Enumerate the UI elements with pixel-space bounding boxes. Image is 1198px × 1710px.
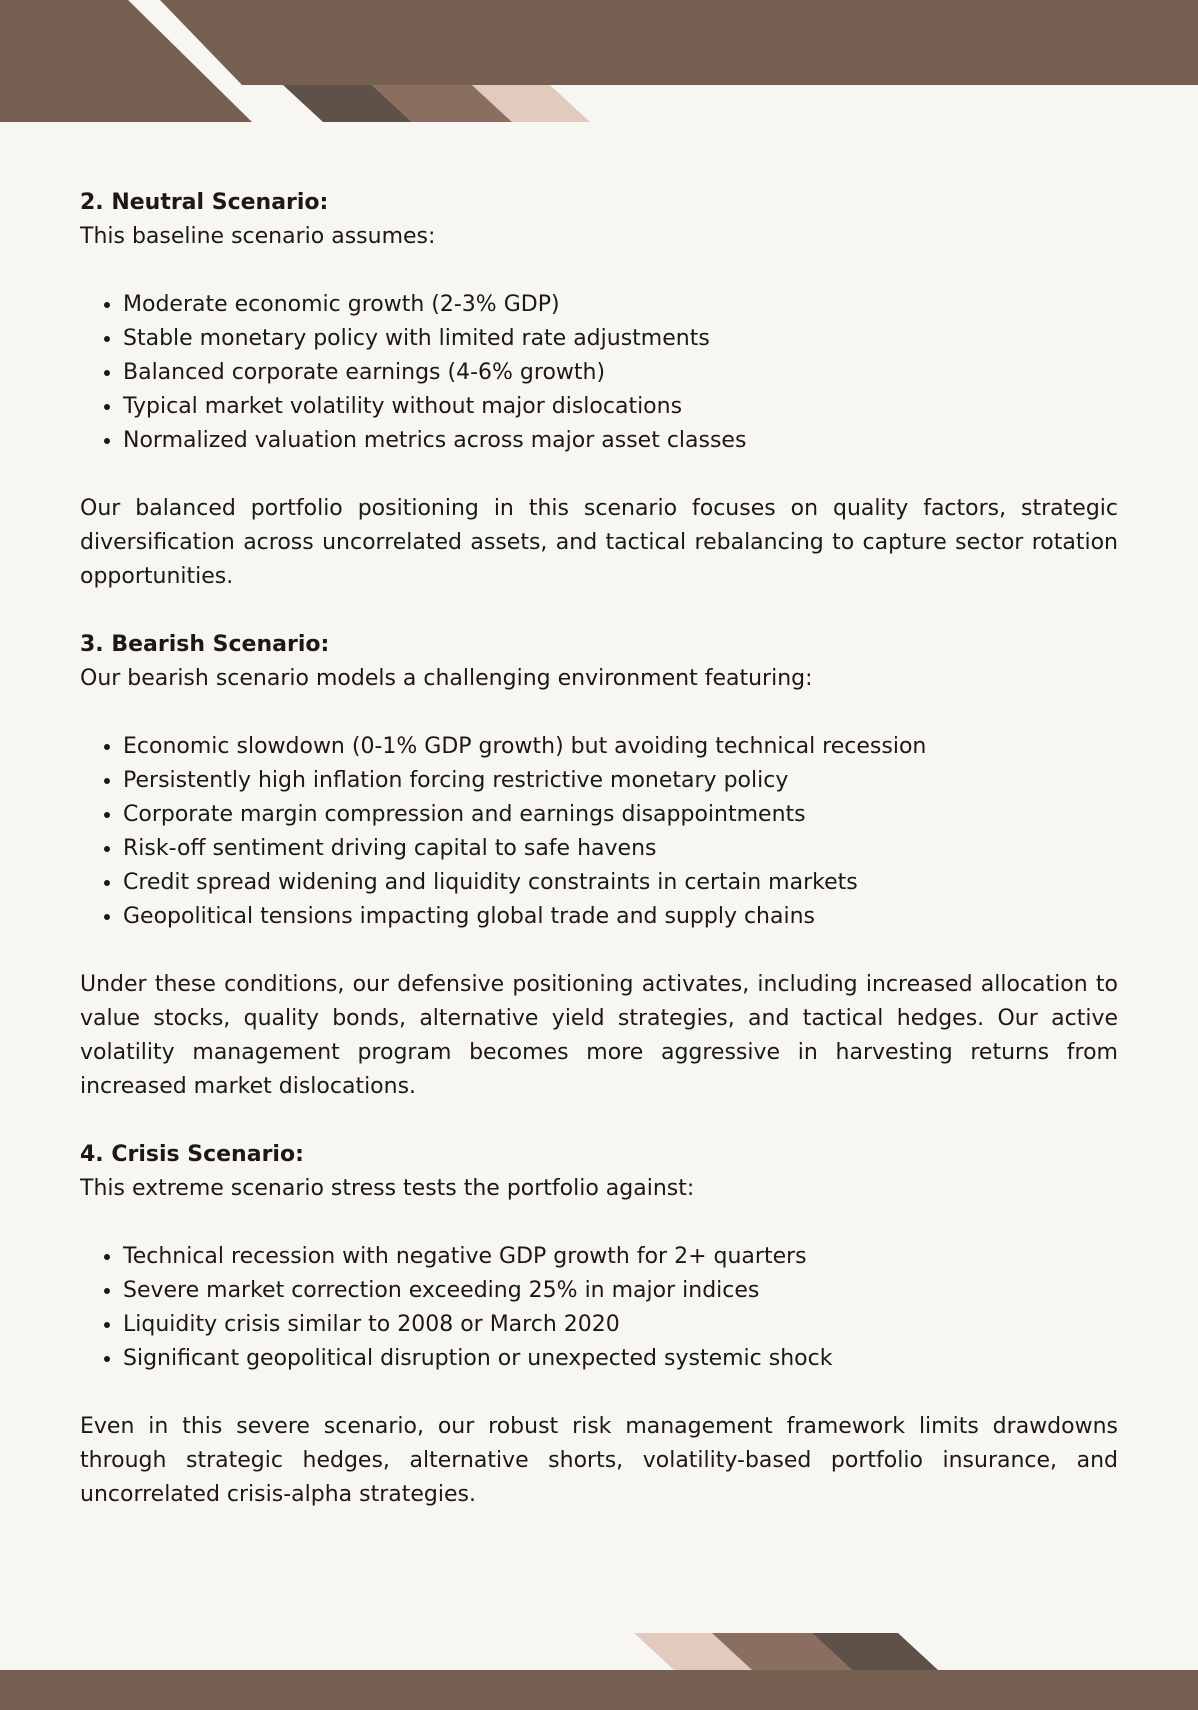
list-item: • Normalized valuation metrics across major asset classes <box>123 424 1118 458</box>
footer-stripe-mid <box>712 1633 852 1670</box>
section-intro: This baseline scenario assumes: <box>80 224 436 249</box>
list-item: • Moderate economic growth (2-3% GDP) <box>123 288 1118 322</box>
section-paragraph: Our balanced portfolio positioning in this scenario focuses on quality factors, strategic diversification across uncorrelated assets, and tactical rebalancing to capture sector rotation opportunities. <box>80 496 1118 589</box>
section-heading: 4. Crisis Scenario: <box>80 1142 304 1167</box>
neutral-scenario-section <box>80 186 1118 594</box>
footer-band <box>0 1670 1198 1710</box>
header-stripe-mid <box>372 85 512 122</box>
section-paragraph: Under these conditions, our defensive positioning activates, including increased allocation to value stocks, quality bonds, alternative yield strategies, and tactical hedges. Our active volatility management program becomes more aggressive in harvesting returns from increased market dislocations. <box>80 972 1118 1099</box>
bearish-scenario-section <box>80 628 1118 1104</box>
list-item: • Technical recession with negative GDP growth for 2+ quarters <box>123 1240 1118 1274</box>
header-stripe-light <box>472 85 590 122</box>
list-item: • Persistently high inflation forcing restrictive monetary policy <box>123 764 1118 798</box>
list-item: • Typical market volatility without major dislocations <box>123 390 1118 424</box>
header-stripe-dark <box>283 85 412 122</box>
list-item: • Economic slowdown (0-1% GDP growth) but avoiding technical recession <box>123 730 1118 764</box>
section-intro: This extreme scenario stress tests the portfolio against: <box>80 1176 695 1201</box>
section-paragraph: Even in this severe scenario, our robust risk management framework limits drawdowns through strategic hedges, alternative shorts, volatility-based portfolio insurance, and uncorrelated crisis-alpha strategies. <box>80 1414 1118 1507</box>
document-body <box>80 186 1118 1546</box>
list-item: • Credit spread widening and liquidity constraints in certain markets <box>123 866 1118 900</box>
footer-stripe-light <box>634 1633 752 1670</box>
footer-stripe-dark <box>812 1633 938 1670</box>
list-item: • Corporate margin compression and earnings disappointments <box>123 798 1118 832</box>
list-item: • Risk-off sentiment driving capital to safe havens <box>123 832 1118 866</box>
header-corner-wedge <box>0 0 252 122</box>
section-heading: 3. Bearish Scenario: <box>80 632 330 657</box>
header-band <box>160 0 1198 85</box>
list-item: • Geopolitical tensions impacting global trade and supply chains <box>123 900 1118 934</box>
list-item: • Liquidity crisis similar to 2008 or March 2020 <box>123 1308 1118 1342</box>
list-item: • Balanced corporate earnings (4-6% growth) <box>123 356 1118 390</box>
section-intro: Our bearish scenario models a challenging environment featuring: <box>80 666 813 691</box>
list-item: • Severe market correction exceeding 25% in major indices <box>123 1274 1118 1308</box>
list-item: • Significant geopolitical disruption or unexpected systemic shock <box>123 1342 1118 1376</box>
bullet-list <box>80 1240 1118 1376</box>
bullet-list <box>80 730 1118 934</box>
list-item: • Stable monetary policy with limited rate adjustments <box>123 322 1118 356</box>
section-heading: 2. Neutral Scenario: <box>80 190 329 215</box>
crisis-scenario-section <box>80 1138 1118 1512</box>
bullet-list <box>80 288 1118 458</box>
